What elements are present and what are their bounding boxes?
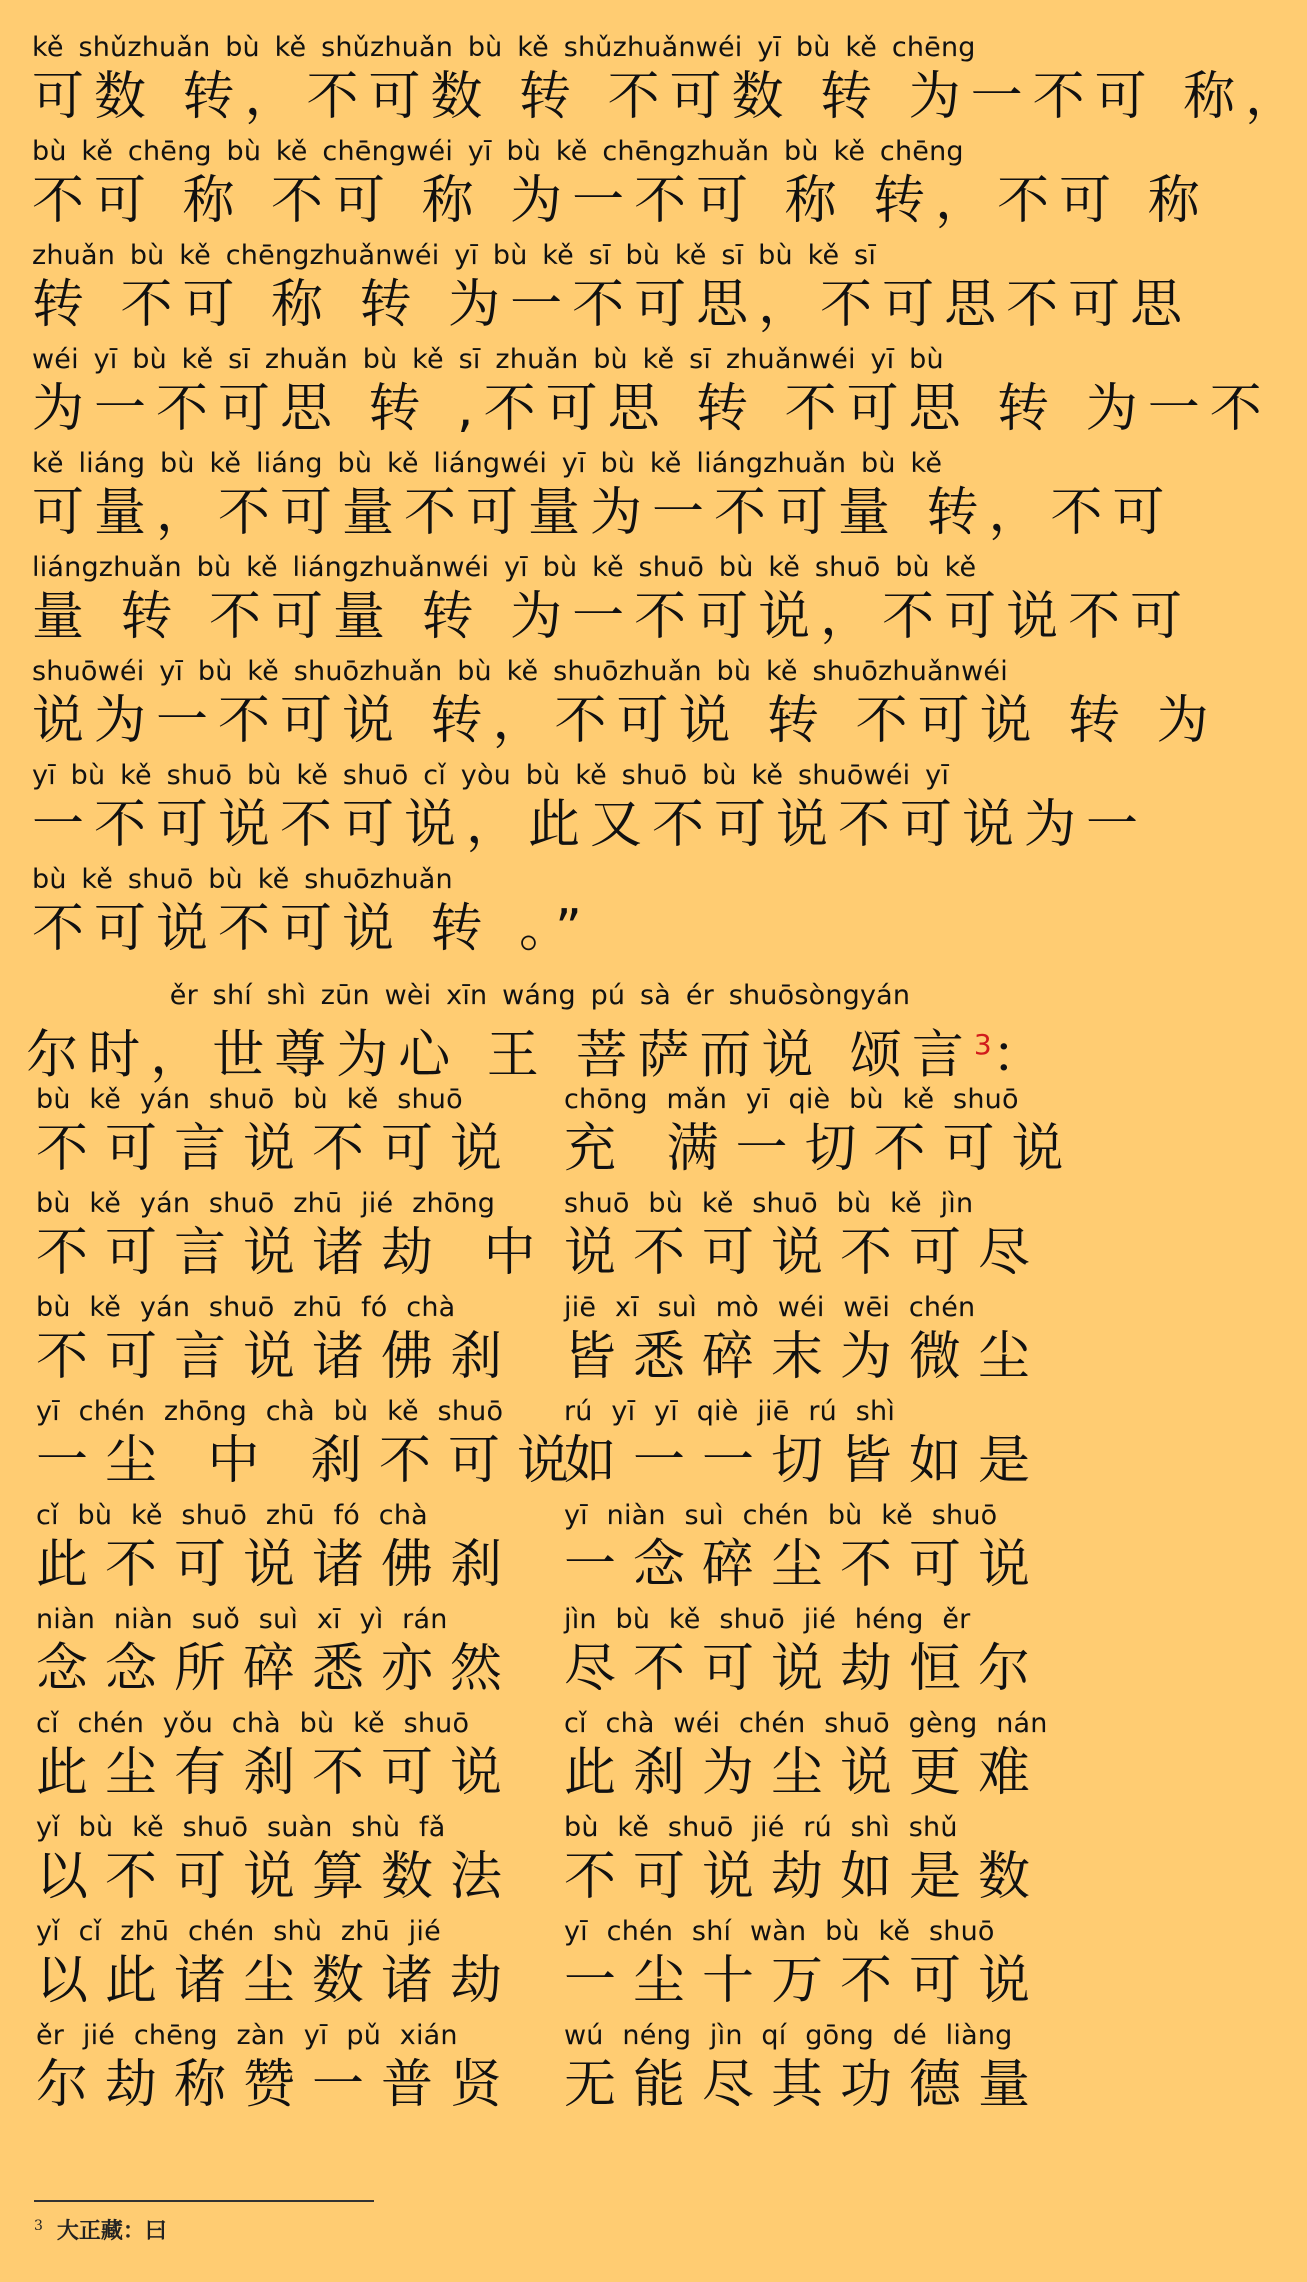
chinese-line: 以不可说算数法: [36, 1847, 520, 1907]
pinyin-line: yī niàn suì chén bù kě shuō: [564, 1500, 998, 1531]
verse-left: [0, 1082, 540, 1186]
prose-line: [32, 550, 1193, 654]
pinyin-line: jìn bù kě shuō jié héng ěr: [564, 1604, 971, 1635]
verse-left: [0, 1186, 553, 1290]
chinese-line: 以此诸尘数诸劫: [36, 1951, 520, 2011]
heading-colon: ：: [991, 1025, 1054, 1086]
prose-line: [32, 446, 1175, 550]
pinyin-line: shuōwéi yī bù kě shuōzhuǎn bù kě shuōzhuǎn bù kě shuōzhuǎnwéi: [32, 656, 1008, 687]
verse-row: [0, 1082, 1080, 1186]
pinyin-line: liángzhuǎn bù kě liángzhuǎnwéi yī bù kě shuō bù kě shuō bù kě: [32, 552, 977, 583]
chinese-line: 此刹为尘说更难: [564, 1743, 1048, 1803]
footnote-divider: [34, 2200, 374, 2202]
verse-right: [540, 1290, 1080, 1394]
pinyin-line: yǐ cǐ zhū chén shù zhū jié: [36, 1916, 441, 1947]
prose-line: [32, 758, 1149, 862]
footnote-reference[interactable]: 3: [973, 1028, 992, 1061]
verse-right: [540, 1186, 1080, 1290]
chinese-line: 一尘 中 刹不可说: [36, 1431, 587, 1491]
pinyin-line: bù kě yán shuō zhū jié zhōng: [36, 1188, 496, 1219]
verse-left: [0, 1290, 540, 1394]
verse-row: [0, 1602, 1080, 1706]
verse-row: [0, 1394, 1080, 1498]
chinese-line: 尔劫称赞一普贤: [36, 2055, 520, 2115]
verse-row: [0, 1498, 1080, 1602]
heading-text: 尔时，世尊为心 王 菩萨而说 颂言: [26, 1025, 974, 1086]
verse-left: [0, 1602, 540, 1706]
chinese-line: 念念所碎悉亦然: [36, 1639, 520, 1699]
verse-row: [0, 1290, 1080, 1394]
chinese-line: 不可言说不可说: [36, 1119, 520, 1179]
verse-row: [0, 2018, 1080, 2122]
prose-line: [32, 654, 1219, 758]
pinyin-line: bù kě yán shuō bù kě shuō: [36, 1084, 463, 1115]
footnote-number: 3: [34, 2217, 43, 2234]
pinyin-line: yī bù kě shuō bù kě shuō cǐ yòu bù kě shuō bù kě shuōwéi yī: [32, 760, 950, 791]
verse-left: [0, 1498, 540, 1602]
pinyin-line: ěr jié chēng zàn yī pǔ xián: [36, 2020, 458, 2051]
verse-left: [0, 1810, 540, 1914]
pinyin-line: yǐ bù kě shuō suàn shù fǎ: [36, 1812, 446, 1843]
pinyin-line: jiē xī suì mò wéi wēi chén: [564, 1292, 976, 1323]
chinese-line: 量 转 不可量 转 为一不可说，不可说不可: [32, 587, 1193, 647]
chinese-line: 一尘十万不可说: [564, 1951, 1048, 2011]
prose-line: [32, 238, 1193, 342]
chinese-line: 此不可说诸佛刹: [36, 1535, 520, 1595]
chinese-line: 不可 称 不可 称 为一不可 称 转，不可 称: [32, 171, 1210, 231]
chinese-line: 可数 转，不可数 转 不可数 转 为一不可 称，: [32, 67, 1307, 127]
verse-right: [540, 1706, 1080, 1810]
prose-line: [32, 862, 1052, 966]
pinyin-line: cǐ chà wéi chén shuō gèng nán: [564, 1708, 1048, 1739]
pinyin-line: shuō bù kě shuō bù kě jìn: [564, 1188, 974, 1219]
chinese-line: 尽不可说劫恒尔: [564, 1639, 1048, 1699]
chinese-line: 如一一切皆如是: [564, 1431, 1048, 1491]
chinese-line: 不可说劫如是数: [564, 1847, 1048, 1907]
verse-section: [0, 1082, 1080, 2122]
pinyin-line: rú yī yī qiè jiē rú shì: [564, 1396, 896, 1427]
prose-line: [32, 342, 1272, 446]
chinese-line: 转 不可 称 转 为一不可思，不可思不可思: [32, 275, 1193, 335]
verse-row: [0, 1914, 1080, 2018]
verse-right: [540, 1810, 1080, 1914]
heading-pinyin: ěr shí shì zūn wèi xīn wáng pú sà ér shuōsòngyán: [169, 980, 911, 1011]
pinyin-line: kě shǔzhuǎn bù kě shǔzhuǎn bù kě shǔzhuǎnwéi yī bù kě chēng: [32, 32, 976, 63]
verse-right: [540, 1914, 1080, 2018]
chinese-line: 充 满一切不可说: [564, 1119, 1081, 1179]
heading-chinese: [0, 1014, 1080, 1086]
verse-right: [540, 1394, 1080, 1498]
pinyin-line: bù kě shuō jié rú shì shǔ: [564, 1812, 958, 1843]
prose-line: [32, 30, 1307, 134]
chinese-line: 不可言说诸劫 中: [36, 1223, 553, 1283]
pinyin-line: yī chén zhōng chà bù kě shuō: [36, 1396, 504, 1427]
verse-left: [0, 1706, 540, 1810]
footnote: [34, 2214, 167, 2245]
prose-section: [0, 30, 1307, 966]
chinese-line: 说不可说不可尽: [564, 1223, 1048, 1283]
pinyin-line: kě liáng bù kě liáng bù kě liángwéi yī bù kě liángzhuǎn bù kě: [32, 448, 943, 479]
verse-right: [540, 2018, 1080, 2122]
pinyin-line: bù kě chēng bù kě chēngwéi yī bù kě chēngzhuǎn bù kě chēng: [32, 136, 964, 167]
pinyin-line: cǐ bù kě shuō zhū fó chà: [36, 1500, 428, 1531]
prose-line: [32, 134, 1210, 238]
chinese-line: 可量，不可量不可量为一不可量 转，不可: [32, 483, 1175, 543]
chinese-line: 一念碎尘不可说: [564, 1535, 1048, 1595]
chinese-line: 说为一不可说 转，不可说 转 不可说 转 为: [32, 691, 1219, 751]
chinese-line: 皆悉碎末为微尘: [564, 1327, 1048, 1387]
chinese-line: 不可言说诸佛刹: [36, 1327, 520, 1387]
verse-heading: [0, 978, 1080, 1086]
footnote-text: 大正藏：曰: [56, 2218, 167, 2244]
chinese-line: 不可说不可说 转 。”: [32, 899, 592, 959]
chinese-line: 此尘有刹不可说: [36, 1743, 520, 1803]
chinese-line: 无能尽其功德量: [564, 2055, 1048, 2115]
verse-left: [0, 1394, 587, 1498]
pinyin-line: wéi yī bù kě sī zhuǎn bù kě sī zhuǎn bù kě sī zhuǎnwéi yī bù: [32, 344, 944, 375]
pinyin-line: bù kě yán shuō zhū fó chà: [36, 1292, 456, 1323]
verse-row: [0, 1810, 1080, 1914]
pinyin-line: yī chén shí wàn bù kě shuō: [564, 1916, 995, 1947]
verse-right: [540, 1498, 1080, 1602]
pinyin-line: wú néng jìn qí gōng dé liàng: [564, 2020, 1013, 2051]
verse-left: [0, 2018, 540, 2122]
pinyin-line: cǐ chén yǒu chà bù kě shuō: [36, 1708, 470, 1739]
chinese-line: 为一不可思 转 ,不可思 转 不可思 转 为一不: [32, 379, 1272, 439]
pinyin-line: chōng mǎn yī qiè bù kě shuō: [564, 1084, 1019, 1115]
chinese-line: 一不可说不可说，此又不可说不可说为一: [32, 795, 1149, 855]
verse-left: [0, 1914, 540, 2018]
pinyin-line: niàn niàn suǒ suì xī yì rán: [36, 1604, 448, 1635]
verse-row: [0, 1706, 1080, 1810]
pinyin-line: zhuǎn bù kě chēngzhuǎnwéi yī bù kě sī bù kě sī bù kě sī: [32, 240, 877, 271]
pinyin-line: bù kě shuō bù kě shuōzhuǎn: [32, 864, 453, 895]
verse-row: [0, 1186, 1080, 1290]
verse-right: [540, 1602, 1080, 1706]
verse-right: [540, 1082, 1080, 1186]
